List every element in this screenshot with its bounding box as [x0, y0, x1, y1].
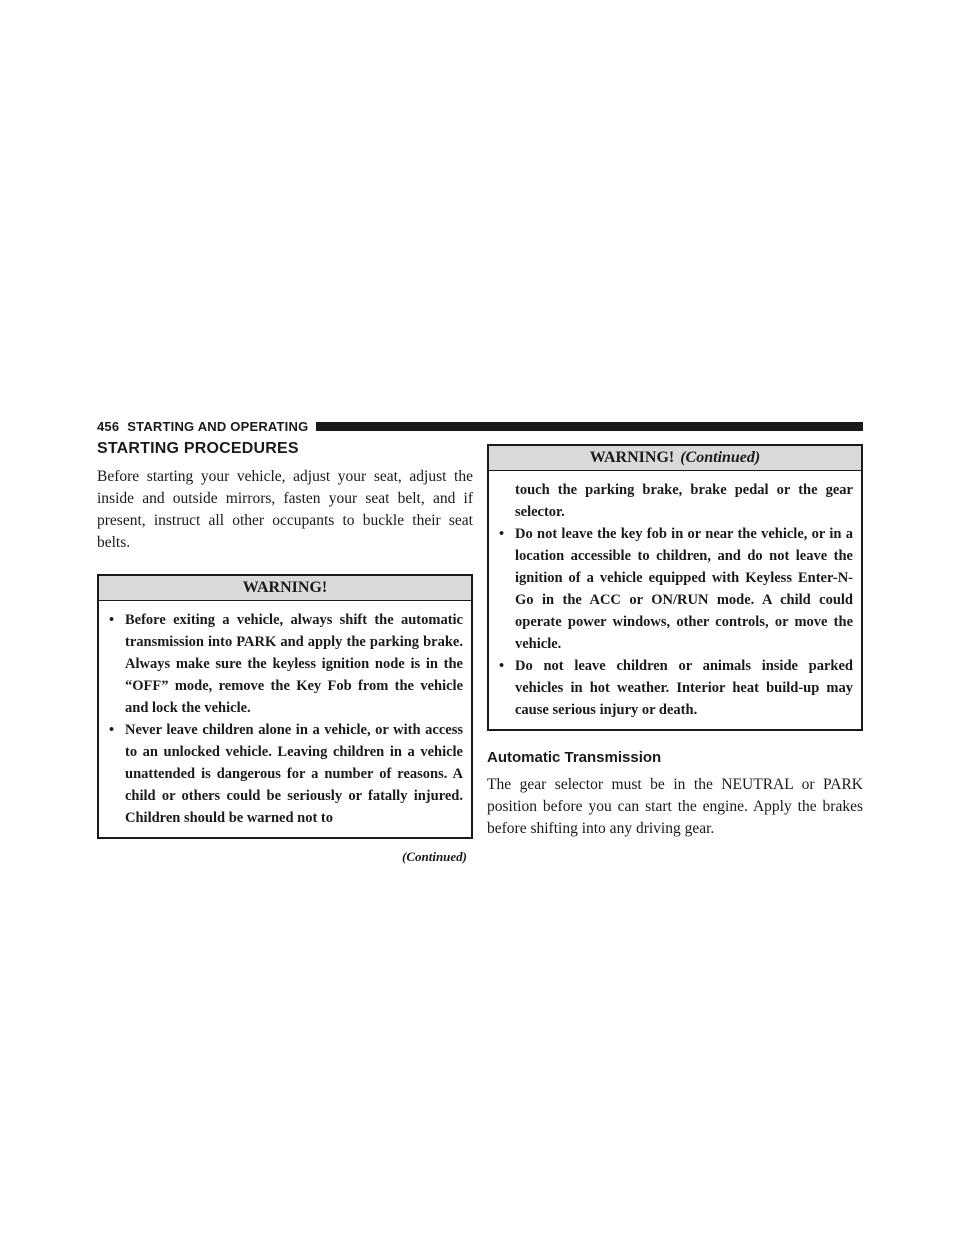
warning-continued-label: (Continued) [680, 449, 761, 466]
warning-item: • Never leave children alone in a vehicle, or with access to an unlocked vehicle. Leaving children in a vehicle unattended is dangerous for a number of reasons. A child or others could be seriously or fatally injured. Children should be warned not to [109, 719, 463, 829]
page-number: 456 [97, 418, 120, 434]
header-rule [316, 422, 863, 431]
warning-title: WARNING! [589, 449, 675, 466]
warning-title: WARNING! [242, 579, 328, 596]
section-title: STARTING PROCEDURES [97, 440, 299, 457]
bullet-icon: • [499, 526, 505, 542]
bullet-icon: • [109, 612, 115, 628]
bullet-icon: • [109, 722, 115, 738]
warning-body [99, 601, 471, 837]
warning-item: • Do not leave the key fob in or near the vehicle, or in a location accessible to children, and do not leave the ignition of a vehicle equipped with Keyless Enter-N-Go in the ACC or ON/RUN mode. A child could operate power windows, other controls, or move the vehicle. [499, 523, 853, 655]
warning-body [489, 471, 861, 729]
left-column [97, 440, 473, 865]
transmission-paragraph: The gear selector must be in the NEUTRAL or PARK position before you can start the engine. Apply the brakes before shifting into any driving gear. [487, 776, 863, 837]
right-column [487, 440, 863, 840]
section-name: STARTING AND OPERATING [127, 418, 309, 434]
subsection-title: Automatic Transmission [487, 749, 662, 766]
page-header [97, 416, 863, 436]
continued-note: (Continued) [401, 849, 467, 864]
warning-box [97, 574, 473, 839]
intro-paragraph: Before starting your vehicle, adjust your seat, adjust the inside and outside mirrors, fasten your seat belt, and if present, instruct all other occupants to buckle their seat belts. [97, 468, 473, 551]
warning-box-continued [487, 444, 863, 731]
bullet-icon: • [499, 658, 505, 674]
warning-item: • Do not leave children or animals inside parked vehicles in hot weather. Interior heat build-up may cause serious injury or death. [499, 655, 853, 721]
warning-header [99, 576, 471, 601]
warning-item: • Before exiting a vehicle, always shift the automatic transmission into PARK and apply the parking brake. Always make sure the keyless ignition node is in the “OFF” mode, remove the Key Fob from the vehicle and lock the vehicle. [109, 609, 463, 719]
warning-header [489, 446, 861, 471]
warning-continued-text: touch the parking brake, brake pedal or the gear selector. [515, 482, 853, 520]
